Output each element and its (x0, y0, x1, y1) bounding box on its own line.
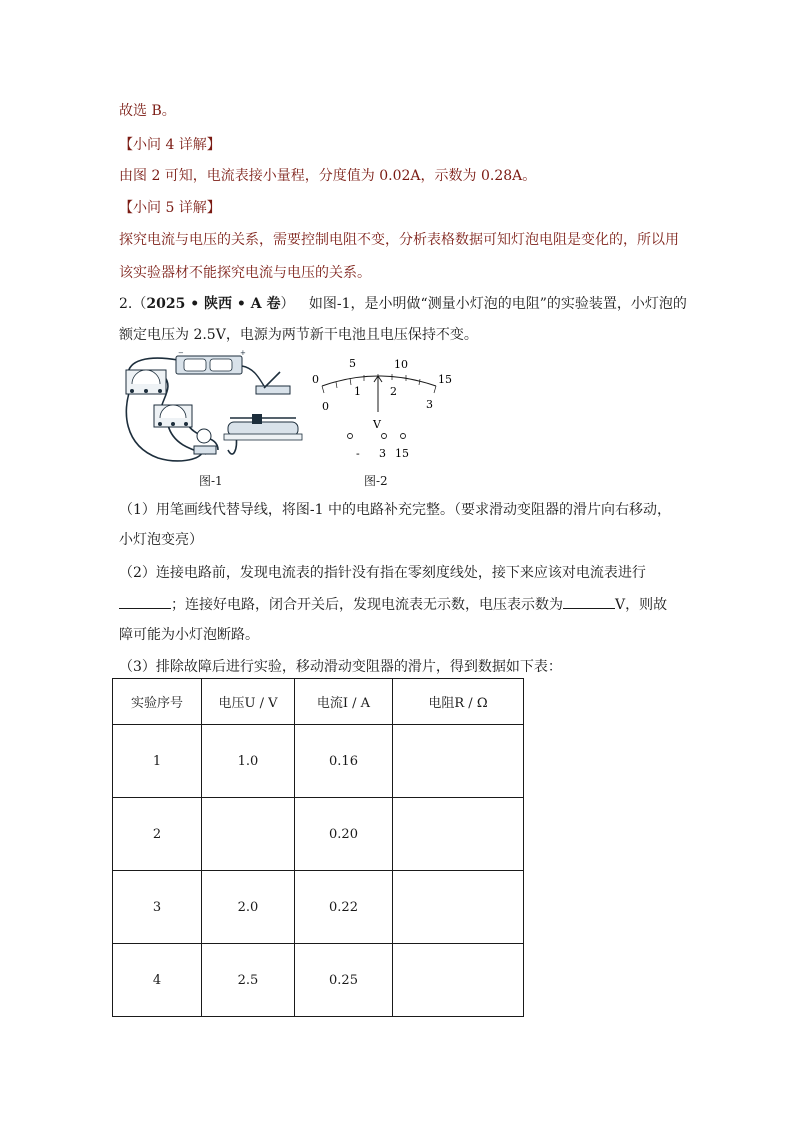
terminal (171, 422, 175, 426)
cell-trial: 2 (113, 798, 202, 871)
upper-scale-15: 15 (438, 373, 452, 386)
upper-scale-10: 10 (394, 358, 408, 371)
cell-current: 0.20 (295, 798, 393, 871)
cell-trial: 4 (113, 944, 202, 1017)
part-2-line3: 障可能为小灯泡断路。 (119, 627, 259, 643)
header-voltage: 电压U / V (202, 679, 295, 725)
problem-source-close: ） (280, 296, 295, 312)
battery-minus: − (178, 350, 184, 357)
cell-voltage: 2.0 (202, 871, 295, 944)
bulb-socket (194, 446, 216, 454)
cell-trial: 3 (113, 871, 202, 944)
problem-source: 2025 • 陕西 • A 卷 (146, 296, 281, 312)
cell-voltage: 2.5 (202, 944, 295, 1017)
part-3-line: （3）排除故障后进行实验，移动滑动变阻器的滑片，得到数据如下表： (119, 659, 562, 675)
header-trial: 实验序号 (113, 679, 202, 725)
terminal-15 (401, 434, 406, 439)
part-2-line2 (119, 594, 667, 615)
cell-current: 0.22 (295, 871, 393, 944)
lower-scale-1: 1 (354, 385, 361, 398)
problem-text-1: 如图-1，是小明做“测量小灯泡的电阻”的实验装置，小灯泡的 (308, 296, 687, 312)
part-2-text-b: V，则故 (615, 597, 668, 613)
table-row (113, 798, 524, 871)
bulb (197, 429, 211, 443)
problem-2-line1 (119, 294, 687, 314)
upper-scale-5: 5 (349, 357, 356, 370)
figure-1-caption: 图-1 (199, 474, 223, 488)
table-row (113, 944, 524, 1017)
part-1-line2: 小灯泡变亮） (119, 532, 203, 548)
table-row (113, 871, 524, 944)
terminal-label-3: 3 (379, 447, 386, 460)
answer-blank-2[interactable] (563, 594, 615, 609)
terminal (184, 422, 188, 426)
cell-current: 0.16 (295, 725, 393, 798)
battery-cell (210, 359, 232, 371)
switch-base (256, 386, 290, 394)
q5-explanation-line2: 该实验器材不能探究电流与电压的关系。 (119, 265, 371, 281)
q5-explanation-line1: 探究电流与电压的关系，需要控制电阻不变，分析表格数据可知灯泡电阻是变化的，所以用 (119, 232, 679, 248)
answer-line: 故选 B。 (119, 103, 176, 119)
cell-resistance[interactable] (393, 798, 524, 871)
cell-resistance[interactable] (393, 871, 524, 944)
table-row (113, 725, 524, 798)
cell-current: 0.25 (295, 944, 393, 1017)
lower-scale-0: 0 (322, 400, 329, 413)
circuit-figure (118, 350, 308, 468)
cell-voltage[interactable] (202, 798, 295, 871)
terminal (158, 422, 162, 426)
rheostat-base (224, 434, 302, 440)
cell-resistance[interactable] (393, 944, 524, 1017)
header-current: 电流I / A (295, 679, 393, 725)
voltmeter-scale-figure (306, 352, 456, 464)
problem-number: 2.（ (119, 296, 147, 312)
upper-scale-0: 0 (312, 373, 319, 386)
terminal (130, 389, 134, 393)
wire (242, 366, 264, 386)
terminal-label-minus: - (356, 447, 360, 460)
cell-trial: 1 (113, 725, 202, 798)
table-header-row (113, 679, 524, 725)
part-1-line1: （1）用笔画线代替导线，将图-1 中的电路补充完整。（要求滑动变阻器的滑片向右移动， (119, 502, 671, 518)
terminal (158, 389, 162, 393)
rheostat-slider (252, 414, 262, 424)
q4-explanation: 由图 2 可知，电流表接小量程，分度值为 0.02A，示数为 0.28A。 (119, 168, 537, 184)
terminal-3 (382, 434, 387, 439)
lower-scale-2: 2 (390, 385, 397, 398)
q5-heading: 【小问 5 详解】 (119, 200, 221, 216)
header-resistance: 电阻R / Ω (393, 679, 524, 725)
answer-blank-1[interactable] (119, 594, 171, 609)
problem-2-line2: 额定电压为 2.5V，电源为两节新干电池且电压保持不变。 (119, 327, 478, 343)
terminal (144, 389, 148, 393)
cell-voltage: 1.0 (202, 725, 295, 798)
data-table (112, 678, 524, 1017)
lower-scale-3: 3 (426, 398, 433, 411)
q4-heading: 【小问 4 详解】 (119, 137, 221, 153)
terminal-minus (348, 434, 353, 439)
part-2-line1: （2）连接电路前，发现电流表的指针没有指在零刻度线处，接下来应该对电流表进行 (119, 565, 646, 581)
meter-unit: V (373, 418, 381, 431)
part-2-text-a: ；连接好电路，闭合开关后，发现电流表无示数，电压表示数为 (171, 597, 563, 613)
battery-cell (184, 359, 206, 371)
cell-resistance[interactable] (393, 725, 524, 798)
figure-2-caption: 图-2 (364, 474, 388, 488)
battery-plus: + (240, 350, 246, 357)
terminal-label-15: 15 (395, 447, 409, 460)
